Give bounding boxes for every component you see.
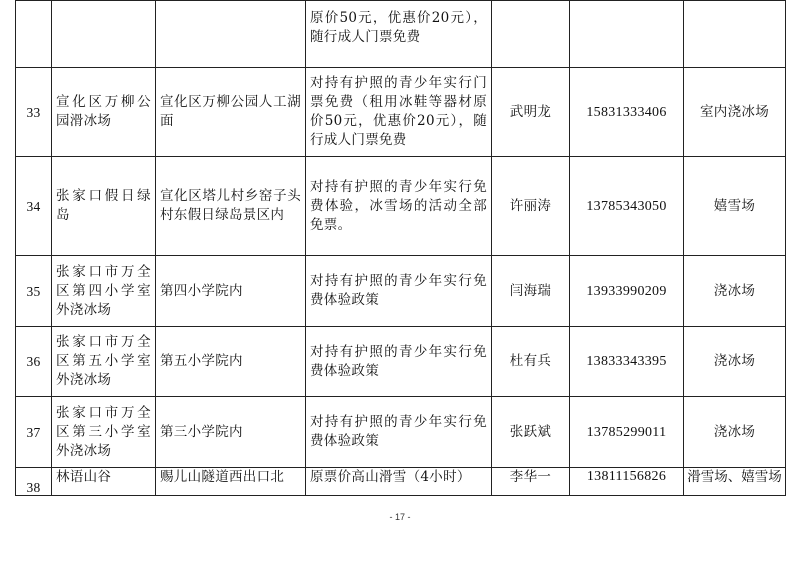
type-cell: 滑雪场、嬉雪场 [684,468,786,496]
contact-cell: 李华一 [492,468,570,496]
name-cell: 张家口假日绿岛 [52,157,156,256]
policy-cell: 原价50元，优惠价20元），随行成人门票免费 [306,1,492,68]
venue-table [15,0,786,496]
table-row [16,68,786,157]
table-row [16,327,786,397]
table-row [16,397,786,468]
table-row [16,256,786,327]
contact-cell: 杜有兵 [492,327,570,397]
no-cell: 37 [16,397,52,468]
type-cell: 浇冰场 [684,327,786,397]
phone-cell: 15831333406 [570,68,684,157]
location-cell: 宣化区塔儿村乡窑子头村东假日绿岛景区内 [156,157,306,256]
name-cell: 宣化区万柳公园滑冰场 [52,68,156,157]
policy-cell: 对持有护照的青少年实行门票免费（租用冰鞋等器材原价50元，优惠价20元），随行成人门票免费 [306,68,492,157]
no-cell: 36 [16,327,52,397]
location-cell: 第五小学院内 [156,327,306,397]
policy-cell: 对持有护照的青少年实行免费体验政策 [306,397,492,468]
policy-cell: 对持有护照的青少年实行免费体验政策 [306,327,492,397]
page-number: - 17 - [389,512,411,522]
no-cell: 38 [16,468,52,496]
type-cell: 室内浇冰场 [684,68,786,157]
phone-cell: 13811156826 [570,468,684,496]
type-cell: 浇冰场 [684,256,786,327]
table-row-continued [16,1,786,68]
location-cell: 赐儿山隧道西出口北 [156,468,306,496]
phone-cell: 13833343395 [570,327,684,397]
contact-cell: 闫海瑞 [492,256,570,327]
phone-cell: 13785343050 [570,157,684,256]
location-cell: 第四小学院内 [156,256,306,327]
policy-cell: 原票价高山滑雪（4小时） [306,468,492,496]
phone-cell [570,1,684,68]
policy-cell: 对持有护照的青少年实行免费体验政策 [306,256,492,327]
table-row [16,468,786,496]
phone-cell: 13933990209 [570,256,684,327]
type-cell [684,1,786,68]
name-cell: 张家口市万全区第四小学室外浇冰场 [52,256,156,327]
name-cell [52,1,156,68]
type-cell: 嬉雪场 [684,157,786,256]
location-cell: 宣化区万柳公园人工湖面 [156,68,306,157]
no-cell: 35 [16,256,52,327]
no-cell: 34 [16,157,52,256]
contact-cell: 许丽涛 [492,157,570,256]
contact-cell: 张跃斌 [492,397,570,468]
name-cell: 张家口市万全区第三小学室外浇冰场 [52,397,156,468]
no-cell [16,1,52,68]
table-row [16,157,786,256]
phone-cell: 13785299011 [570,397,684,468]
name-cell: 张家口市万全区第五小学室外浇冰场 [52,327,156,397]
policy-cell: 对持有护照的青少年实行免费体验，冰雪场的活动全部免票。 [306,157,492,256]
contact-cell [492,1,570,68]
location-cell: 第三小学院内 [156,397,306,468]
no-cell: 33 [16,68,52,157]
contact-cell: 武明龙 [492,68,570,157]
location-cell [156,1,306,68]
name-cell: 林语山谷 [52,468,156,496]
type-cell: 浇冰场 [684,397,786,468]
